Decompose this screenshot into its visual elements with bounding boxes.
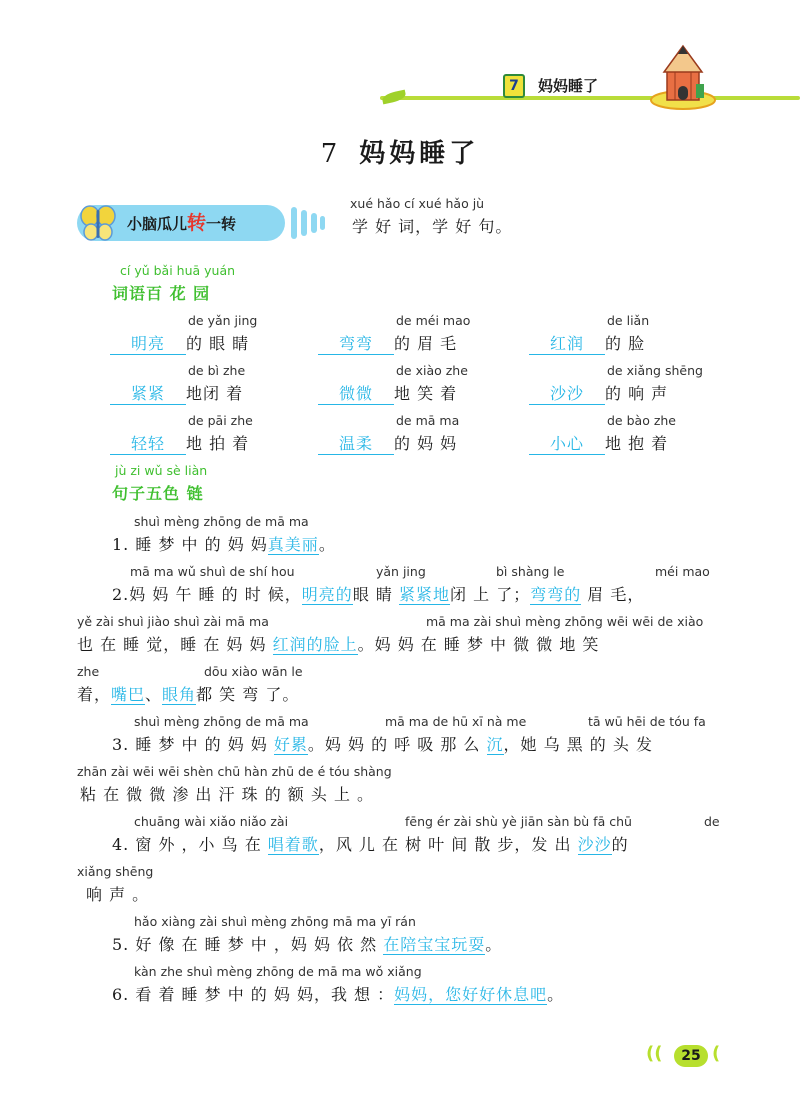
sentence-2-line-2: 也 在 睡 觉，睡 在 妈 妈 红润的脸上。妈 妈 在 睡 梦 中 微 微 地 笑 [77,635,600,654]
banner-stripe [320,216,325,230]
word-pinyin: de mā ma [396,413,460,428]
header-rule [380,96,800,100]
section2-heading: 句子五色 链 [112,484,204,503]
banner-stripe [311,213,317,233]
page-number: 25 [674,1045,708,1067]
word-pinyin: de xiǎng shēng [607,363,703,378]
sentence-3-line-2: 粘 在 微 微 渗 出 汗 珠 的 额 头 上 。 [80,785,375,804]
word-phrase: 微微 地 笑 着 [318,381,457,405]
word-phrase: 紧紧 地闭 着 [110,381,243,405]
sentence-pinyin: xiǎng shēng [77,864,154,879]
sentence-pinyin: yǎn jing [376,564,426,579]
chevron-right-icon: ( [712,1043,721,1064]
word-phrase: 红润 的 脸 [529,331,645,355]
sentence-pinyin: méi mao [655,564,710,579]
sentence-pinyin: mā ma zài shuì mèng zhōng wēi wēi de xiào [426,614,704,629]
lesson-number-badge: 7 [503,74,525,98]
word-phrase: 沙沙 的 响 声 [529,381,668,405]
header-lesson-title: 妈妈睡了 [538,77,599,95]
sentence-5: 5. 好 像 在 睡 梦 中 ，妈 妈 依 然 在陪宝宝玩耍。 [112,935,503,954]
sentence-pinyin: mā ma wǔ shuì de shí hou [130,564,295,579]
section1-pinyin: cí yǔ bǎi huā yuán [120,263,236,278]
sentence-pinyin: zhān zài wēi wēi shèn chū hàn zhū de é tóu shàng [77,764,392,779]
sentence-pinyin: mā ma de hū xī nà me [385,714,527,729]
sentence-pinyin: shuì mèng zhōng de mā ma [134,714,309,729]
section1-heading: 词语百 花 园 [112,284,211,303]
sentence-2-line-3: 着，嘴巴、眼角都 笑 弯 了。 [77,685,300,704]
chevron-left-icon: (( [646,1043,663,1064]
sentence-pinyin: dōu xiào wān le [204,664,303,679]
sentence-pinyin: hǎo xiàng zài shuì mèng zhōng mā ma yī rán [134,914,416,929]
section-banner: 小脑瓜儿转一转 [77,205,285,241]
sentence-pinyin: zhe [77,664,100,679]
banner-stripe [301,210,307,236]
word-pinyin: de liǎn [607,313,650,328]
sentence-pinyin: kàn zhe shuì mèng zhōng de mā ma wǒ xiǎng [134,964,422,979]
sentence-2-line-1: 2.妈 妈 午 睡 的 时 候，明亮的眼 睛 紧紧地闭 上 了；弯弯的 眉 毛， [112,585,645,604]
sentence-4-line-2: 响 声 。 [86,885,150,904]
sentence-pinyin: fēng ér zài shù yè jiān sàn bù fā chū [405,814,632,829]
word-pinyin: de pāi zhe [188,413,253,428]
word-phrase: 轻轻 地 拍 着 [110,431,249,455]
word-pinyin: de bì zhe [188,363,246,378]
sentence-1: 1. 睡 梦 中 的 妈 妈真美丽。 [112,535,336,554]
sentence-pinyin: bì shàng le [496,564,565,579]
sentence-6: 6. 看 着 睡 梦 中 的 妈 妈，我 想 ：妈妈，您好好休息吧。 [112,985,565,1004]
sentence-pinyin: chuāng wài xiǎo niǎo zài [134,814,289,829]
sentence-3-line-1: 3. 睡 梦 中 的 妈 妈 好累。妈 妈 的 呼 吸 那 么 沉，她 乌 黑 的 头 发 [112,735,653,754]
word-pinyin: de bào zhe [607,413,676,428]
intro-text: 学 好 词，学 好 句。 [352,217,513,236]
page-title: 7 妈妈睡了 [320,139,480,169]
word-phrase: 温柔 的 妈 妈 [318,431,457,455]
sentence-pinyin: de [704,814,720,829]
sentence-pinyin: yě zài shuì jiào shuì zài mā ma [77,614,269,629]
word-pinyin: de xiào zhe [396,363,468,378]
word-phrase: 弯弯 的 眉 毛 [318,331,457,355]
intro-pinyin: xué hǎo cí xué hǎo jù [350,196,485,211]
word-phrase: 明亮 的 眼 睛 [110,331,249,355]
sentence-4-line-1: 4. 窗 外 ，小 鸟 在 唱着歌，风 儿 在 树 叶 间 散 步，发 出 沙沙的 [112,835,629,854]
word-pinyin: de méi mao [396,313,471,328]
word-phrase: 小心 地 抱 着 [529,431,668,455]
leaf-icon [381,90,407,105]
pencil-house-icon [650,44,716,112]
word-pinyin: de yǎn jing [188,313,258,328]
sentence-pinyin: tā wū hēi de tóu fa [588,714,706,729]
butterfly-icon [80,204,116,242]
sentence-pinyin: shuì mèng zhōng de mā ma [134,514,309,529]
banner-stripe [291,207,297,239]
section2-pinyin: jù zi wǔ sè liàn [115,463,208,478]
